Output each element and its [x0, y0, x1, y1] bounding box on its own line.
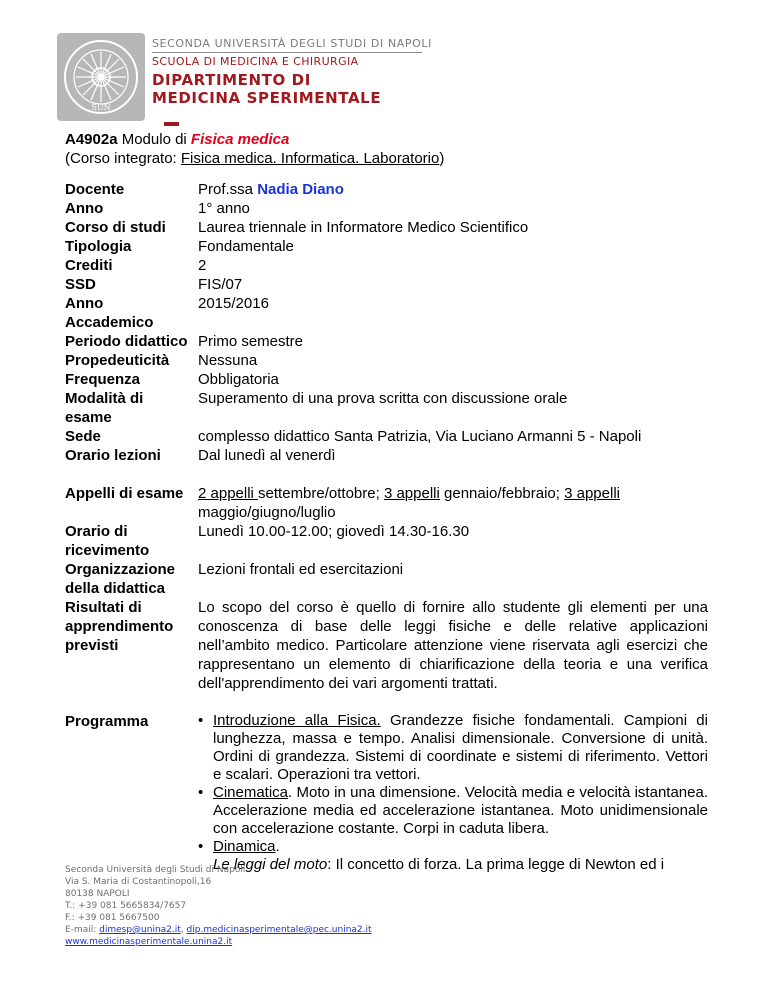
value-ssd: FIS/07 — [198, 276, 243, 293]
header-divider — [152, 52, 422, 53]
row-organizzazione — [65, 560, 708, 598]
docente-name: Nadia Diano — [257, 181, 344, 198]
course-title — [65, 130, 444, 168]
label-appelli: Appelli di esame — [65, 485, 184, 502]
label-propedeuticita: Propedeuticità — [65, 352, 170, 369]
list-item: • Cinematica. Moto in una dimensione. Velocità media e velocità istantanea. Accelerazione media ed accelerazione istantanea. Moto unidimensionale con accelerazione costante. Corpi in caduta libera. — [198, 784, 708, 838]
row-frequenza — [65, 370, 708, 389]
label-docente: Docente — [65, 181, 125, 198]
label-crediti: Crediti — [65, 257, 113, 274]
integrated-suffix: ) — [439, 150, 445, 167]
row-ricevimento — [65, 522, 708, 560]
footer-line: 80138 NAPOLI — [65, 889, 130, 899]
label-ricevimento: Orario di ricevimento — [65, 523, 150, 559]
programma-list — [198, 712, 708, 874]
label-modalita: Modalità di esame — [65, 390, 144, 426]
row-anno — [65, 199, 708, 218]
footer-line: T.: +39 081 5665834/7657 — [65, 901, 187, 911]
row-sede — [65, 427, 708, 446]
row-modalita — [65, 389, 708, 427]
row-programma — [65, 712, 708, 874]
value-corso: Laurea triennale in Informatore Medico Scientifico — [198, 219, 529, 236]
value-ricevimento: Lunedì 10.00-12.00; giovedì 14.30-16.30 — [198, 523, 470, 540]
value-crediti: 2 — [198, 257, 207, 274]
website-link[interactable]: www.medicinasperimentale.unina2.it — [65, 937, 233, 947]
footer-contact — [65, 864, 372, 948]
value-programma — [198, 712, 708, 874]
row-crediti — [65, 256, 708, 275]
course-code: A4902a — [65, 131, 118, 148]
accent-bar — [164, 122, 179, 126]
value-tipologia: Fondamentale — [198, 238, 294, 255]
footer-line: F.: +39 081 5667500 — [65, 913, 160, 923]
value-sede: complesso didattico Santa Patrizia, Via Luciano Armanni 5 - Napoli — [198, 428, 642, 445]
list-item: • Introduzione alla Fisica. Grandezze fisiche fondamentali. Campioni di lunghezza, massa e tempo. Analisi dimensionale. Conversione di unità. Ordini di grandezza. Sistemi di coordinate e sistemi di riferimento. Vettori e scalari. Operazioni tra vettori. — [198, 712, 708, 784]
value-frequenza: Obbligatoria — [198, 371, 279, 388]
pec-email-link[interactable]: dip.medicinasperimentale@pec.unina2.it — [186, 925, 372, 935]
course-info-table — [65, 180, 708, 874]
label-corso: Corso di studi — [65, 219, 166, 236]
label-orario-lezioni: Orario lezioni — [65, 447, 161, 464]
email-link[interactable]: dimesp@unina2.it — [99, 925, 181, 935]
value-periodo: Primo semestre — [198, 333, 304, 350]
university-name: SECONDA UNIVERSITÀ DEGLI STUDI DI NAPOLI — [152, 37, 432, 50]
value-orario-lezioni: Dal lunedì al venerdì — [198, 447, 336, 464]
value-appelli: 2 appelli settembre/ottobre; 3 appelli gennaio/febbraio; 3 appelli maggio/giugno/luglio — [198, 485, 620, 521]
integrated-course-name: Fisica medica. Informatica. Laboratorio — [180, 150, 440, 167]
row-anno-accademico — [65, 294, 708, 332]
row-risultati — [65, 598, 708, 693]
label-programma: Programma — [65, 713, 149, 730]
svg-text:SUN: SUN — [91, 103, 111, 112]
label-tipologia: Tipologia — [65, 238, 132, 255]
label-ssd: SSD — [65, 276, 96, 293]
row-docente — [65, 180, 708, 199]
label-anno-accademico: Anno Accademico — [65, 295, 154, 331]
row-propedeuticita — [65, 351, 708, 370]
label-sede: Sede — [65, 428, 101, 445]
docente-prefix: Prof.ssa — [198, 181, 258, 198]
university-seal-logo — [57, 33, 145, 121]
row-periodo — [65, 332, 708, 351]
label-frequenza: Frequenza — [65, 371, 141, 388]
value-organizzazione: Lezioni frontali ed esercitazioni — [198, 561, 404, 578]
integrated-prefix: (Corso integrato: — [65, 150, 181, 167]
row-corso — [65, 218, 708, 237]
row-orario-lezioni — [65, 446, 708, 465]
module-name: Fisica medica — [190, 131, 290, 148]
footer-line: Via S. Maria di Costantinopoli,16 — [65, 877, 212, 887]
footer-email-line: E-mail: dimesp@unina2.it, dip.medicinasperimentale@pec.unina2.it — [65, 925, 372, 935]
footer-line: Seconda Università degli Studi di Napoli — [65, 865, 246, 875]
value-propedeuticita: Nessuna — [198, 352, 258, 369]
label-risultati: Risultati di apprendimento previsti — [65, 599, 174, 654]
row-tipologia — [65, 237, 708, 256]
value-anno-accademico: 2015/2016 — [198, 295, 269, 312]
value-risultati: Lo scopo del corso è quello di fornire allo studente gli elementi per una conoscenza di base delle leggi fisiche e delle relative applicazioni nell’ambito medico. Particolare attenzione viene riservata agli esercizi che rappresentano un elemento di chiarificazione della teoria e una verifica dell'apprendimento dei vari argomenti trattati. — [198, 599, 708, 692]
row-ssd — [65, 275, 708, 294]
department-name — [152, 71, 381, 107]
row-appelli — [65, 484, 708, 522]
label-organizzazione: Organizzazione della didattica — [65, 561, 176, 597]
list-item: • Dinamica. Le leggi del moto: Il concetto di forza. La prima legge di Newton ed i — [198, 838, 708, 874]
value-modalita: Superamento di una prova scritta con discussione orale — [198, 390, 568, 407]
module-prefix: Modulo di — [117, 131, 191, 148]
school-name: SCUOLA DI MEDICINA E CHIRURGIA — [152, 55, 359, 68]
value-anno: 1° anno — [198, 200, 250, 217]
department-line-1: DIPARTIMENTO DI — [152, 71, 311, 89]
department-line-2: MEDICINA SPERIMENTALE — [152, 89, 382, 107]
label-anno: Anno — [65, 200, 104, 217]
label-periodo: Periodo didattico — [65, 333, 188, 350]
